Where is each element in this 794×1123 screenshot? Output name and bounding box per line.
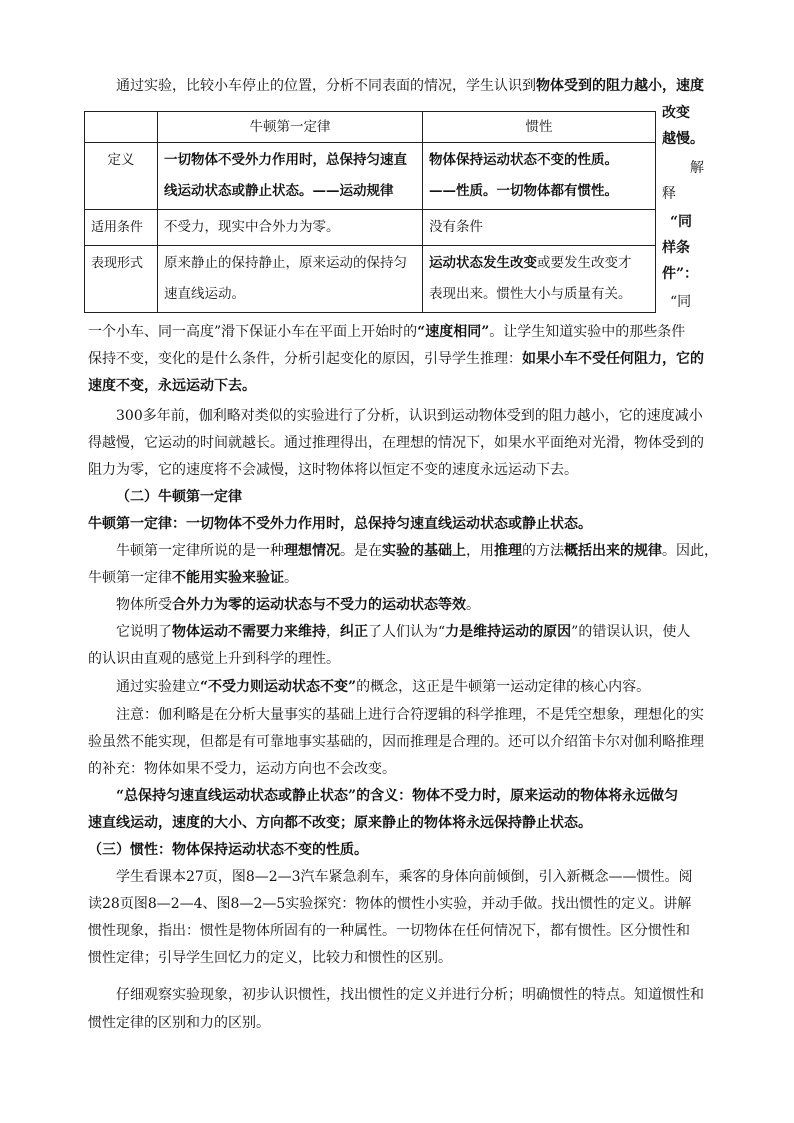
- inertia-cell: [423, 210, 656, 246]
- cell-line: 一切物体不受外力作用时，总保持匀速直: [164, 152, 407, 168]
- para2-line: 得越慢，它运动的时间就越长。通过推理得出，在理想的情况下，如果水平面绝对光滑，物体受到的: [88, 435, 704, 451]
- bold-text: 理想情况: [284, 543, 340, 559]
- law-cell: [158, 246, 423, 313]
- side-note-line: 件”：: [662, 266, 699, 282]
- table-row: [85, 210, 656, 246]
- para10-line: 惯性定律的区别和力的区别。: [88, 1015, 270, 1031]
- para1-line3: 速度不变，永远运动下去。: [88, 378, 256, 394]
- section-heading: （二）牛顿第一定律: [116, 489, 242, 505]
- bold-text: 推理: [494, 543, 522, 559]
- cell-line: 不受力，现实中合外力为零。: [164, 219, 340, 235]
- text: 。: [466, 597, 480, 613]
- cell-line: 没有条件: [429, 219, 483, 235]
- inertia-cell: [423, 246, 656, 313]
- cell-line: 原来静止的保持静止，原来运动的保持匀: [164, 255, 407, 271]
- para7-line: 的补充：物体如果不受力，运动方向也不会改变。: [88, 761, 396, 777]
- intro-line: [116, 76, 704, 96]
- section-heading: （三）惯性：物体保持运动状态不变的性质。: [88, 842, 368, 858]
- cell-line: ——性质。一切物体都有惯性。: [429, 183, 618, 199]
- bold-text: 力是维持运动的原因: [445, 624, 572, 640]
- para5-line2: 的认识由直观的感觉上升到科学的理性。: [88, 651, 340, 667]
- side-note-line: 释: [662, 186, 676, 202]
- side-note-line: 样条: [662, 240, 690, 256]
- para4: [116, 595, 480, 615]
- text: ，用: [466, 543, 494, 559]
- text: ”的错误认识，使人: [571, 624, 691, 640]
- text: 的方法: [522, 543, 564, 559]
- para5-line1: [116, 622, 690, 642]
- para1-line1: [88, 322, 685, 342]
- side-note-line: “同: [670, 294, 692, 310]
- inertia-bold: 运动状态发生改变: [429, 255, 537, 271]
- para9-line: 惯性定律；引导学生回忆力的定义，比较力和惯性的区别。: [88, 950, 452, 966]
- text: 它说明了: [116, 624, 172, 640]
- table-header-row: [85, 112, 656, 143]
- side-note-line: 越慢。: [662, 131, 704, 147]
- cell-line: 物体保持运动状态不变的性质。: [429, 152, 618, 168]
- bold-text: 不能用实验来验证: [172, 570, 284, 586]
- para7-line: 注意：伽利略是在分析大量事实的基础上进行合符逻辑的科学推理，不是凭空想象，理想化的实: [116, 707, 704, 723]
- inertia-rest: 或要发生改变才: [537, 255, 632, 271]
- para6: [116, 677, 650, 697]
- side-note-line: 改变: [662, 105, 690, 121]
- bold-text: 实验的基础上: [382, 543, 466, 559]
- text: 牛顿第一定律所说的是一种: [116, 543, 284, 559]
- text: 牛顿第一定律: [88, 570, 172, 586]
- para2-line: 阻力为零，它的速度将不会减慢，这时物体将以恒定不变的速度永远运动下去。: [88, 462, 578, 478]
- text: 。因此，: [662, 543, 718, 559]
- table-header-cell: 惯性: [423, 112, 656, 143]
- law-definition: 牛顿第一定律：一切物体不受外力作用时，总保持匀速直线运动状态或静止状态。: [88, 516, 592, 532]
- law-cell: [158, 210, 423, 246]
- table-header-cell: [85, 112, 158, 143]
- para10-line: 仔细观察实验现象，初步认识惯性，找出惯性的定义并进行分析；明确惯性的特点。知道惯性和: [116, 987, 704, 1003]
- para3-line1: [116, 541, 718, 561]
- comparison-table: [84, 111, 656, 313]
- text: 了人们认为“: [368, 624, 446, 640]
- text: 。让学生知道实验中的那些条件: [489, 324, 686, 340]
- text: 的概念，这正是牛顿第一运动定律的核心内容。: [356, 679, 651, 695]
- table-header-cell: 牛顿第一定律: [158, 112, 423, 143]
- inertia-cell: [423, 143, 656, 210]
- para9-line: 学生看课本27页，图8—2—3汽车紧急刹车，乘客的身体向前倾倒，引入新概念——惯性。阅: [116, 869, 693, 885]
- para3-line2: [88, 568, 298, 588]
- row-label: 适用条件: [85, 210, 158, 246]
- cell-line: 线运动状态或静止状态。——运动规律: [164, 183, 394, 199]
- bold-text: 合外力为零的运动状态与不受力的运动状态等效: [172, 597, 466, 613]
- bold-text: 如果小车不受任何阻力，它的: [522, 351, 704, 367]
- bold-text: 概括出来的规律: [564, 543, 662, 559]
- para2-line: 300多年前，伽利略对类似的实验进行了分析，认识到运动物体受到的阻力越小，它的速度减小: [116, 408, 703, 424]
- table-row: [85, 246, 656, 313]
- bold-text: 纠正: [340, 624, 368, 640]
- text: 保持不变，变化的是什么条件，分析引起变化的原因，引导学生推理：: [88, 351, 522, 367]
- para9-line: 惯性现象，指出：惯性是物体所固有的一种属性。一切物体在任何情况下，都有惯性。区分惯性和: [88, 923, 690, 939]
- bold-text: “不受力则运动状态不变”: [200, 679, 357, 695]
- law-cell: [158, 143, 423, 210]
- side-note: [662, 102, 690, 124]
- cell-line: [429, 248, 649, 279]
- text: 一个小车、同一高度”滑下保证小车在平面上开始时的: [88, 324, 418, 340]
- side-note-line: “同: [670, 214, 693, 230]
- bold-text: 物体运动不需要力来维持: [172, 624, 326, 640]
- para9-line: 读28页图8—2—4、图8—2—5实验探究：物体的惯性小实验，并动手做。找出惯性的定义。讲解: [88, 896, 692, 912]
- table-row: [85, 143, 656, 210]
- side-note-line: 解: [690, 160, 704, 176]
- intro-text: 通过实验，比较小车停止的位置，分析不同表面的情况，学生认识到: [116, 78, 536, 94]
- para8-line: “总保持匀速直线运动状态或静止状态”的含义：物体不受力时，原来运动的物体将永远做匀: [116, 788, 679, 804]
- text: 通过实验建立: [116, 679, 200, 695]
- text: 物体所受: [116, 597, 172, 613]
- bold-text: “速度相同”: [417, 324, 490, 340]
- cell-line: 表现出来。惯性大小与质量有关。: [429, 286, 632, 302]
- row-label: 表现形式: [85, 246, 158, 313]
- row-label: 定义: [85, 143, 158, 210]
- text: 。是在: [340, 543, 382, 559]
- para7-line: 验虽然不能实现，但都是有可靠地事实基础的，因而推理是合理的。还可以介绍笛卡尔对伽利略推理: [88, 734, 704, 750]
- text: ，: [326, 624, 340, 640]
- para1-line2: [88, 349, 704, 369]
- para8-line: 速直线运动，速度的大小、方向都不改变；原来静止的物体将永远保持静止状态。: [88, 815, 592, 831]
- text: 。: [284, 570, 298, 586]
- intro-bold: 物体受到的阻力越小，速度: [536, 78, 704, 94]
- cell-line: 速直线运动。: [164, 286, 245, 302]
